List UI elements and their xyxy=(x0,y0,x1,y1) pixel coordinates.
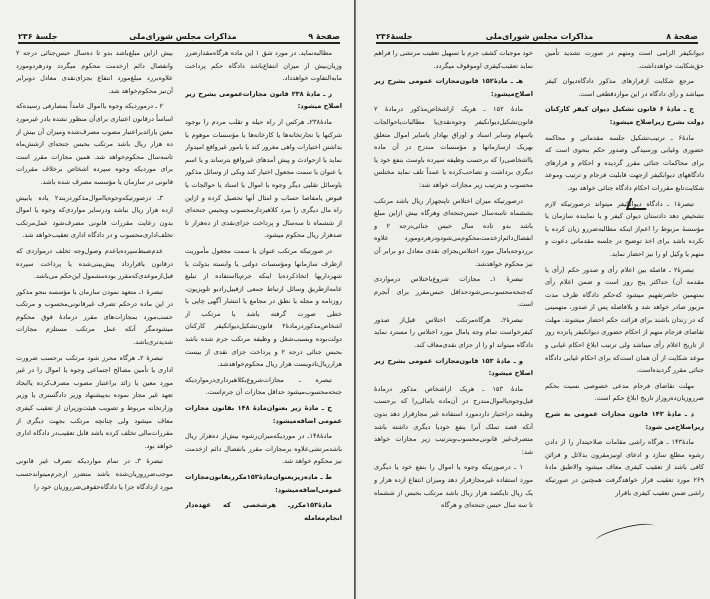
paragraph: تبصرهٔ۱ ـ دادگاه دیوانکیفر میتواند درصورتیکه لازم تشخیص دهد دادستان دیوان کیفر و یا نماینده سازمان یا مؤسسهٔ مربوط را اعم‌از اینکه مطالبه‌ضررو زیان کرده یا نکرده باشد برای اخذ توضیح در جلسه مقدماتی دعوت و متهم یا وکیل او را نیز احضار نماید. xyxy=(545,199,704,258)
page-header xyxy=(18,27,340,44)
page-number: صفحهٔ ۸ xyxy=(666,32,698,41)
paragraph: تبصرهٔ۲ـ هرگاه‌مرتکب اختلاس قبل‌از صدور کیفرخواست تمام وجه یامال مورد اختلاس را مسترد نماید دادگاه میتواند او را از جزای نقدی‌معاف کند. xyxy=(374,315,533,350)
paragraph: عدم‌ضبط‌سپرده‌یاعدم وصول‌وجه تخلف درمواردی که درقانون یاقرارداد پیش‌بینی‌شده یا پرداخت سپرده قبل‌ازموعدی‌که‌مقرر بوده‌مشمول این‌حکم می‌باشد. xyxy=(16,246,173,281)
paragraph: تبصرهٔ ۳ـ در تمام مواردیکه تصرف غیر قانونی موجب‌ضرروزیان‌شده باشد متضرر ازجرم‌میتواندحسب مورد ازدادگاه جزا یا دادگاه‌حقوقی‌ضرروزیان خود را xyxy=(16,457,173,491)
paragraph: تبصرهٔ ۱ـ متعهد نمودن سازمان یا مؤسسه بنحو مذکور در این ماده درحکم تصرف غیرقانونی‌محسوب و مرتکب حسب‌مورد بمجازات‌های مقرر درمادهٔ فوق محکوم میشودمگر آنکه عمل مرتکب مستلزم مجازات شدیدتری‌باشد. xyxy=(16,287,173,347)
paragraph: بیش ازاین مبلغ‌باشد بدو تا ده‌سال حبس‌جنائی درجه ۲ وانفصال دائم ازخدمت محکوم میگردد ودرهردومورد علاوه‌بررد مبلغ‌مورد انتفاع بجزای‌نقدی معادل دوبرابر آن‌نیز محکوم‌خواهد شد. xyxy=(16,49,173,95)
session-number: جلسهٔ۲۳۶ xyxy=(376,32,413,41)
publication-title: مذاکرات مجلس شورای‌ملی xyxy=(129,32,237,41)
paragraph: درصورتیکه میزان اختلاس تاپنجهزار ریال باشد مرتکب بششماه تاسه‌سال حبس‌جنحه‌ای وهرگاه بیش ازاین مبلغ باشد بدو تاده سال حبس جنائی‌درجه ۲ و انفصال‌دائم‌ازخدمت‌محکوم‌می‌شودودرهردومورد علاوه بررد‌وجه‌یامال مورد اختلاس‌بجزای نقدی معادل دو برابر آن نیز محکوم خواهدشد. xyxy=(374,196,533,268)
publication-title: مذاکرات مجلس شورای‌ملی xyxy=(485,32,594,41)
paragraph: مادهٔ۱۵۳مکررـ هرشخصی که عهده‌دار انجام‌معامله xyxy=(185,501,342,522)
paragraph: مادهٔ۱۴۳ ـ هرگاه راشی مقامات صلاحیتدار را از دادن رشوه مطلع سازد و ادعای اونیزمقرون بدلائل و قرائن کافی باشد از تعقیب کیفری معاف میشود والاطبق مادهٔ ۲۶۹ مورد تعقیب قرار خواهدگرفت همچنین در صورتیکه راشی ضمن تعقیب کیفری باقرار xyxy=(545,438,704,497)
paragraph: دیوانکیفر الزامی است ومتهم در صورت تشدید تأمین حق‌شکایت خواهدداشت. xyxy=(545,49,704,70)
page-number: صفحهٔ ۹ xyxy=(308,32,340,41)
paragraph: ز ـ مادهٔ ۲۳۸ قانون مجازات‌عمومی بشرح زیر اصلاح میشود: xyxy=(185,89,342,111)
column-left xyxy=(16,47,173,591)
page-header xyxy=(376,27,698,44)
paragraph: در صورتیکه مرتکب عنوان یا سمت مجعول مأموریت ازطرف سازمانها ومؤسسات دولتی یا وابسته بدولت یا شهرداریها اتخاذکرده‌یا اینکه جرم‌بااستفاده از تبلیغ عامه‌ازطریق وسائل ارتباط جمعی ازقبیل‌رادیو تلویزیون، روزنامه و مجله یا نطق در مجامع یا انتشار آگهی چاپی یا خطی صورت گرفته باشد یا مرتکب از اشخاص‌مذکوردرمادهٔ۲ قانون‌تشکیل‌دیوانکیفر کارکنان دولت‌بوده وبسبب‌شغل و وظیفه مرتکب جرم شده باشد بحبس جنائی درجه ۲ و پرداخت جزای نقدی از بیست هزارریال‌تادویست هزار ریال محکوم‌خواهدشد. xyxy=(185,246,342,369)
text-columns xyxy=(16,47,342,591)
column-right xyxy=(185,47,342,591)
paragraph: و ـ مادهٔ ۱۵۳ قانون‌مجازات عمومی بشرح زیر اصلاح میشود: xyxy=(374,356,533,378)
paragraph: تبصره ـ مجازات‌شروع‌بکلاهبرداری‌درمواردیکه جنحه‌محسوب‌میشود حداقل مجازات آن جرم‌است. xyxy=(185,375,342,397)
paragraph: ط ـ ماده‌زیربعنوان‌مادهٔ۱۵۳مکرربقانون‌مجازات عمومی‌اضافه‌میشود: xyxy=(185,473,342,494)
paragraph: د ـ مادهٔ ۱۴۳ قانون مجازات عمومی به شرح زیراصلاح‌می شود: xyxy=(545,410,704,431)
paragraph: تبصرهٔ ۱ـ مجازات شروع‌باختلاس درمواردی که‌جنحه‌محسوب‌می‌شودحداقل حبس‌مقرر برای آنجرم است. xyxy=(374,275,533,309)
paragraph: ۲ ـ درموردیکه وجوه یااموال عامداً بمصارفی رسیده‌که اساساً درقانون اعتباری برای‌آن منظور نشده یادر غیرمورد معین یازائدبراعتبار مصوب مصرف‌شده ومیزان آن بیش از ده هزار ریال باشد مرتکب بحبس جنحه‌ای ازشش‌ماه تاسه‌سال محکوم‌خواهد شد. همین مجازات مقرر است برای موردیکه وجوه سپرده اشخاص برخلاف مقررات قانونی در سازمان یا مؤسسه مصرف شده باشد. xyxy=(16,102,173,186)
paragraph: مادهٔ۱۴۸ـ در موردیکه‌میزان‌رشوه بیش‌از ده‌هزار ریال باشدمرتشی‌علاوه برمجازات مقرر بانفصال دائم ازخدمت نیز محکوم خواهد شد. xyxy=(185,432,342,466)
paragraph: مادهٔ۶ ـ ترتیب‌تشکیل جلسه مقدماتی و محاکمه حضوری وغیابی ورسیدگی وصدور حکم بنحوی است که برای محاکمات جنائی مقرر گردیده و احکام و قرارهای دادگاههای دیوانکیفر ازجهت قابلیت فرجام و ترتیب وموعد شکایت‌تابع مقررات احکام دادگاه جنائی خواهد بود. xyxy=(545,133,704,192)
paragraph: ح ـ مادهٔ زیر بعنوان‌مادهٔ ۱۴۸ بقانون مجازات عمومی اضافه‌میشود: xyxy=(185,404,342,425)
paragraph: تبصرهٔ ۲ـ هرگاه محرز شود مرتکب برحسب ضرورت اداری یا تأمین مصالح اجتماعی وجوه یا اموال را در غیر مورد معین یا زائد براعتبار مصوب مصرف‌کرده یاایجاد تعهد غیر مجاز نموده به‌پیشنهاد وزیر دادگستری یا وزیر وزارتخانه مربوط و تصویب هیئت‌وزیران از تعقیب کیفری معاف میشود ولی چنانچه مرتکب بجهت دیگری از مقررات‌مالی تخلف کرده باشد قابل تعقیب‌در دادگاه اداری خواهد بود. xyxy=(16,353,173,450)
paragraph: مادهٔ ۱۵۲ ـ هریک ازاشخاص‌مذکور درمادهٔ ۲ قانون‌تشکیل‌دیوانکیفر وجوه‌نقدی‌یا مطالبات‌یاحوالجات یاسهام وسایر اسناد و اوراق بهادار یاسایر اموال متعلق بهریک ازسازمانها و مؤسسات مندرج در آن ماده یااشخاصی‌را که برحسب وظیفه سپرده باوست بنفع خود یا دیگری برداشت و تصاحب‌کرده یا عمداً تلف نماید مختلس محسوب و بترتیب زیر مجازات خواهد شد: xyxy=(374,105,533,189)
paragraph: مهلت تقاضای فرجام مدعی خصوصی نسبت بحکم ضرروزیان‌ده‌روزاز تاریخ ابلاغ حکم است. xyxy=(545,381,704,403)
paragraph: ۱ ـ درصورتیکه وجوه یا اموال را بنفع خود یا دیگری مورد استفاده غیرمجازقرار دهد ومیزان انتفاع ازده هزار و یک ریال تایکصد هزار ریال باشد مرتکب بحبس از ششماه تا سه سال حبس جنحه‌ای و هرگاه xyxy=(374,463,533,510)
page-8 xyxy=(355,0,710,599)
paragraph: هـ ـ مادهٔ۱۵۲ قانون‌مجازات عمومی بشرح زیر اصلاح‌میشود: xyxy=(374,77,533,98)
paragraph: تبصرهٔ۲ ـ فاصله بین اعلام رأی و صدور حکم (رأی یا مقدمه آن) حداکثر پنج روز است و ضمن اعلام رأی بمتهمین حاضرتفهیم میشود که‌حکم دادگاه ظرف مدت مزبور صادر خواهد شد و بلافاصله پس از صدور، متهمینی که در زندان باشند برای قرائت حکم احضار میشوند. مهلت تقاضای فرجام متهم از احکام حضوری دیوانکیفر پانزده روز از تاریخ اعلام رأی میباشد ولی ترتیب ابلاغ احکام غیابی و موعد شکایت از آن همان است‌که برای احکام غیابی دادگاه جنائی مقرر گردیده‌است. xyxy=(545,265,704,375)
column-left xyxy=(374,47,533,591)
paragraph: ۳ـ درصورتیکه‌وجوه‌یااموال‌مذکوردربند۲ یاده یابیش ازده هزار ریال نباشد ودرسایر مواردی‌که وجوه یا اموال بدون رعایت مقررات قانونی مصرف‌شود عمل‌مرتکب تخلف‌اداری‌محسوب و در دادگاه اداری تعقیب‌خواهد شد. xyxy=(16,193,173,240)
session-number: جلسهٔ ۲۳۶ xyxy=(18,32,58,41)
paragraph: مادهٔ ۱۵۳ ـ هریک ازاشخاص مذکور درمادهٔ قبل‌وجوه‌یااموال‌مندرج در آن‌ماده یامالی‌را که برحسب وظیفه دراختیار دارد‌مورد استفاده غیر مجازقرار دهد بدون آنکه قصد تملک آنرا بنفع خودیا دیگری داشته باشد متصرف‌غیر قانونی‌محسوب‌و‌بترتیب زیر مجازات خواهد شد: xyxy=(374,384,533,456)
paragraph: مادهٔ۲۳۸ـ هرکس از راه حیله و تقلب مردم را بوجود شرکتها یا تجارتخانه‌ها یا کارخانه‌ها یا مؤسسات موهوم یا بداشتن اختیارات واهی مغرور کند یا بامور غیرواقع امیدوار نماید یا ازحوادث و پیش آمدهای غیرواقع بترساند و یا اسم یا عنوان یا سمت مجعول اختیار کند ویکی از وسائل مذکور یاوسائل تقلبی دیگر وجوه یا اموال یا اسناد یا حوالجات یا قبوض یامفاصا حساب و امثال آنها تحصیل کرده و ازاین راه مال دیگری را ببرد کلاهبردارمحسوب وبحبس جنحه‌ای از ششماه تا سه‌سال و پرداخت جزای‌نقدی از ده‌هزار تا صدهزار ریال محکوم میشود. xyxy=(185,117,342,240)
paragraph: ج ـ مادهٔ ۶ قانون تشکیل دیوان کیفر کارکنان دولت بشرح زیراصلاح میشود: xyxy=(545,105,704,126)
paragraph: مطالبه‌نماید. در مورد شق ۱ این ماده هرگاه‌مقدارضرر وزیان‌بیش از میزان انتفاع‌باشد دادگاه حکم پرداخت مابه‌التفاوت خواهدداد. xyxy=(185,49,342,83)
paragraph: مرجع شکایت ازقرارهای مذکور دادگاه‌دیوان کیفر میباشد و رأی دادگاه در این مواردقطعی است. xyxy=(545,77,704,98)
column-right xyxy=(545,47,704,591)
text-columns xyxy=(374,47,704,591)
paragraph: خود موجبات کشف جرم یا تسهیل تعقیب مرتشی را فراهم نماید تعقیب‌کیفری اوموقوف میگردد. xyxy=(374,49,533,70)
